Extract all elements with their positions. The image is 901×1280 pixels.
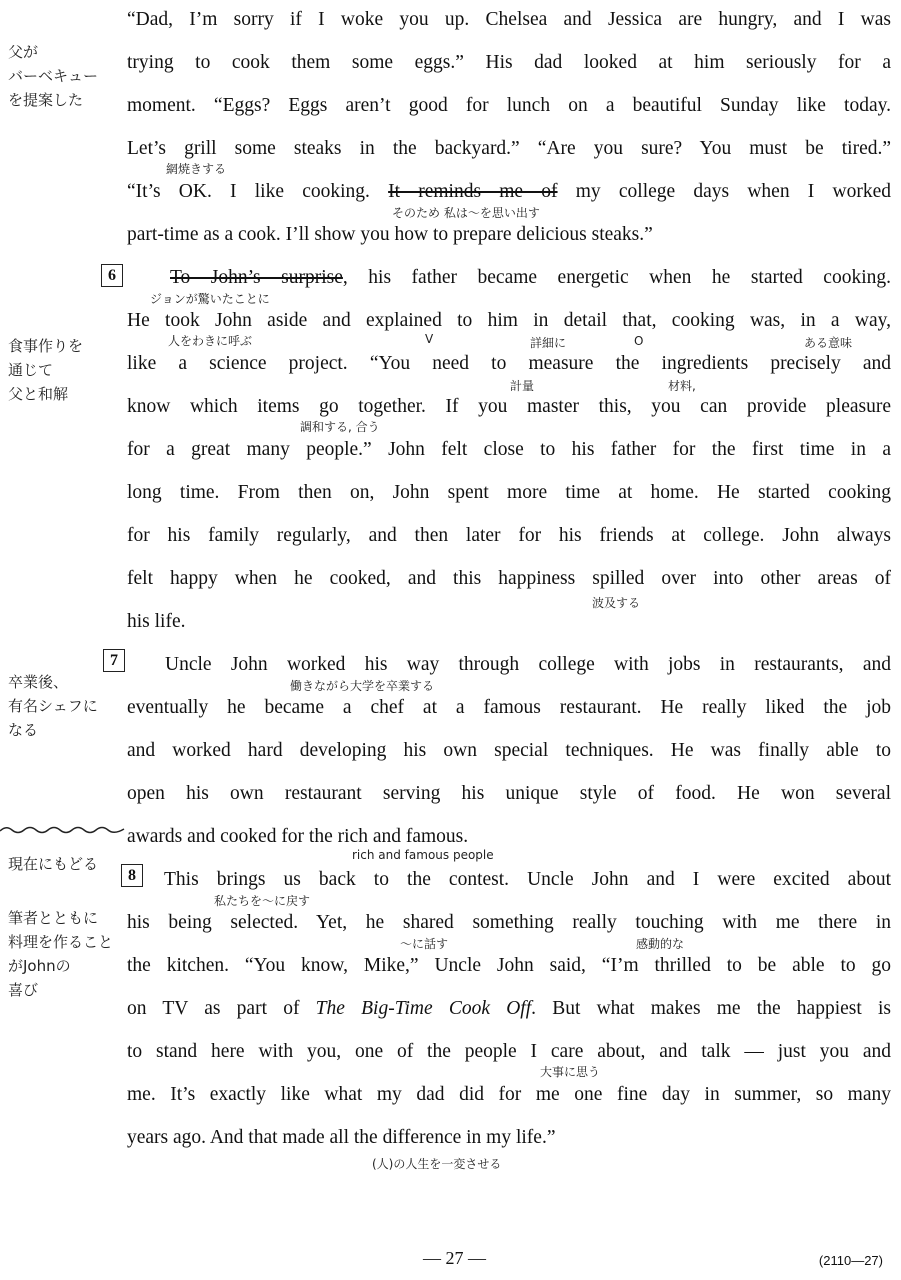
text-line: eventually he became a chef at a famous restaurant. He really liked the job <box>127 697 891 718</box>
text-line: for a great many people.” John felt close to his father for the first time in a <box>127 439 891 460</box>
marked-phrase: It reminds me of <box>388 181 558 202</box>
gloss: 網焼きする <box>166 162 227 176</box>
text-line: to stand here with you, one of the people I care about, and talk — just you and <box>127 1041 891 1062</box>
text-line: This brings us back to the contest. Uncle John and I were excited about <box>164 869 891 890</box>
margin-note: 父が バーベキュー を提案した <box>8 43 99 109</box>
text-line: He took John aside and explained to him in detail that, cooking was, in a way, <box>127 310 891 331</box>
paragraph-number: 7 <box>103 649 125 672</box>
margin-note: 筆者とともに 料理を作ること がJohnの 喜び <box>8 909 114 999</box>
gloss: O <box>634 334 644 348</box>
gloss: 詳細に <box>530 336 567 350</box>
text-line: felt happy when he cooked, and this happiness spilled over into other areas of <box>127 568 891 589</box>
text-line: Let’s grill some steaks in the backyard.” “Are you sure? You must be tired.” <box>127 138 891 159</box>
text-line: “Dad, I’m sorry if I woke you up. Chelsea and Jessica are hungry, and I was <box>127 9 891 30</box>
margin-note: 現在にもどる <box>8 855 99 873</box>
page-code: (2110—27) <box>818 1253 883 1268</box>
text-line: open his own restaurant serving his unique style of food. He won several <box>127 783 891 804</box>
gloss: 働きながら大学を卒業する <box>290 679 435 693</box>
text-line: long time. From then on, John spent more time at home. He started cooking <box>127 482 891 503</box>
text-line: the kitchen. “You know, Mike,” Uncle John said, “I’m thrilled to be able to go <box>127 955 891 976</box>
gloss: (人)の人生を一変させる <box>372 1157 502 1171</box>
gloss: 計量 <box>510 379 535 393</box>
gloss: 〜に話す <box>400 937 449 951</box>
gloss: 感動的な <box>636 937 685 951</box>
text-line: part-time as a cook. I’ll show you how to prepare delicious steaks.” <box>127 224 653 245</box>
page-number: — 27 — <box>423 1248 486 1268</box>
gloss: ジョンが驚いたことに <box>150 292 270 306</box>
marked-phrase: To John’s surprise <box>170 267 343 288</box>
text-line: moment. “Eggs? Eggs aren’t good for lunch on a beautiful Sunday like today. <box>127 95 891 116</box>
gloss: 材料, <box>668 379 696 393</box>
show-title: The Big-Time Cook Off <box>315 998 532 1019</box>
text-line: and worked hard developing his own special techniques. He was finally able to <box>127 740 891 761</box>
gloss: そのため 私は〜を思い出す <box>392 206 540 220</box>
text-line: awards and cooked for the rich and famous. <box>127 826 469 847</box>
text-line: trying to cook them some eggs.” His dad looked at him seriously for a <box>127 52 891 73</box>
gloss: 私たちを〜に戻す <box>214 894 311 908</box>
text-line: his life. <box>127 611 186 632</box>
margin-note: 卒業後、 有名シェフに なる <box>8 673 98 739</box>
gloss: 波及する <box>592 596 641 610</box>
gloss: V <box>425 332 434 346</box>
text-line: for his family regularly, and then later for his friends at college. John always <box>127 525 891 546</box>
text-line: like a science project. “You need to measure the ingredients precisely and <box>127 353 891 374</box>
text-line: his being selected. Yet, he shared something really touching with me there in <box>127 912 891 933</box>
gloss: rich and famous people <box>352 848 494 862</box>
gloss: 人をわきに呼ぶ <box>168 334 253 348</box>
text-line: years ago. And that made all the difference in my life.” <box>127 1127 556 1148</box>
gloss: ある意味 <box>804 336 853 350</box>
text-line: To John’s surprise, his father became energetic when he started cooking. <box>170 267 891 288</box>
text-line: “It’s OK. I like cooking. It reminds me of my college days when I worked <box>127 181 891 202</box>
text-line: Uncle John worked his way through college with jobs in restaurants, and <box>165 654 891 675</box>
margin-note: 食事作りを 通じて 父と和解 <box>8 337 84 403</box>
text-line: on TV as part of The Big-Time Cook Off. But what makes me the happiest is <box>127 998 892 1019</box>
text-line: me. It’s exactly like what my dad did for me one fine day in summer, so many <box>127 1084 891 1105</box>
gloss: 大事に思う <box>540 1065 601 1079</box>
text-line: know which items go together. If you master this, you can provide pleasure <box>127 396 891 417</box>
wavy-divider <box>0 822 125 836</box>
paragraph-number: 6 <box>101 264 123 287</box>
gloss: 調和する, 合う <box>300 420 380 434</box>
paragraph-number: 8 <box>121 864 143 887</box>
